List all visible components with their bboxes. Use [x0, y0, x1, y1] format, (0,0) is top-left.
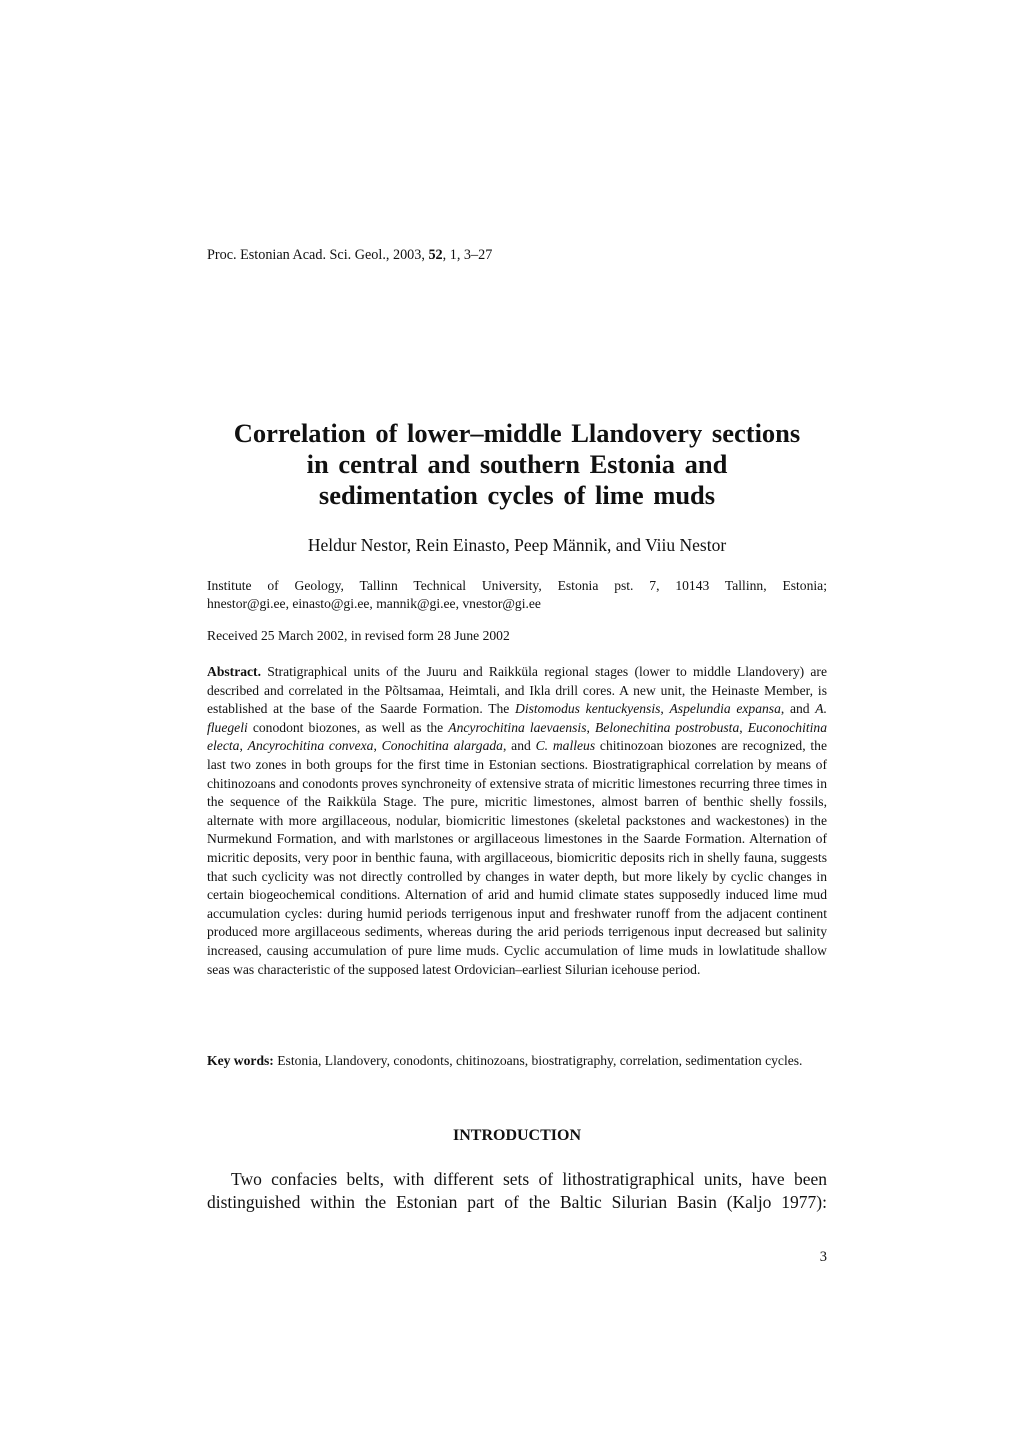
taxon-name: Ancyrochitina convexa	[247, 738, 374, 754]
journal-issue-pages: , 1, 3–27	[442, 247, 493, 263]
abstract-text: chitinozoan biozones are recognized, the last two zones in both groups for the first time in Estonian sections. Biostratigraphical correlation by means of chitinozoans and conodonts proves synchroneity of extensive strata of micritic limestones recurring three times in the sequence of the Raikküla Stage. The pure, micritic limestones, almost barren of benthic shelly fossils, alternate with more argillaceous, nodular, biomicritic limestones (skeletal packstones and wackestones) in the Nurmekund Formation, and with marlstones or argillaceous limestones in the Saarde Formation. Alternation of micritic deposits, very poor in benthic fauna, with argillaceous, biomicritic deposits rich in shelly fauna, suggests that such cyclicity was not directly controlled by changes in water depth, but more likely by cyclic changes in certain biogeochemical conditions. Alternation of arid and humid climate states supposedly induced lime mud accumulation cycles: during humid periods terrigenous input and freshwater runoff from the adjacent continent produced more argillaceous sediments, whereas during the arid periods terrigenous input decreased but salinity increased, causing accumulation of pure lime muds. Cyclic accumulation of lime muds in lowlatitude shallow seas was characteristic of the supposed latest Ordovician–earliest Silurian icehouse period.	[207, 738, 827, 977]
keywords-text: Estonia, Llandovery, conodonts, chitinozoans, biostratigraphy, correlation, sedimentation cycles.	[273, 1053, 803, 1068]
abstract-text: ,	[586, 719, 595, 735]
paper-title	[207, 418, 827, 511]
abstract-label: Abstract.	[207, 664, 261, 679]
author-list: Heldur Nestor, Rein Einasto, Peep Männik, and Viiu Nestor	[307, 535, 727, 555]
journal-citation: Proc. Estonian Acad. Sci. Geol., 2003,	[207, 247, 429, 263]
keywords-label: Key words:	[207, 1053, 274, 1068]
affiliation	[207, 577, 827, 612]
abstract-text: conodont biozones, as well as the	[247, 719, 449, 735]
taxon-name: Distomodus kentuckyensis	[515, 701, 661, 717]
abstract-text: ,	[239, 738, 248, 754]
section-heading: INTRODUCTION	[452, 1127, 581, 1144]
keywords	[207, 1052, 827, 1071]
received-date: Received 25 March 2002, in revised form 28 June 2002	[207, 628, 510, 643]
page-number: 3	[819, 1249, 827, 1265]
abstract-text: , and	[502, 738, 536, 754]
taxon-name: Aspelundia expansa	[669, 701, 781, 717]
taxon-name: Euconochitina electa	[207, 719, 828, 754]
taxon-name: Conochitina alargada	[381, 738, 503, 754]
taxon-name: C. malleus	[535, 738, 596, 754]
abstract	[207, 663, 827, 979]
abstract-text: Stratigraphical units of the Juuru and Raikküla regional stages (lower to middle Llandovery) are described and correlated in the Põltsamaa, Heimtali, and Ikla drill cores. A new unit, the Heinaste Member, is established at the base of the Saarde Formation. The	[207, 664, 827, 717]
title-line: in central and southern Estonia and	[306, 449, 728, 479]
affiliation-address: Institute of Geology, Tallinn Technical University, Estonia pst. 7, 10143 Tallinn, Estonia;	[207, 578, 827, 593]
taxon-name: Ancyrochitina laevaensis	[448, 719, 587, 735]
affiliation-emails: hnestor@gi.ee, einasto@gi.ee, mannik@gi.ee, vnestor@gi.ee	[207, 595, 541, 611]
taxon-name: Belonechitina postrobusta	[594, 719, 740, 735]
abstract-text: ,	[739, 719, 748, 735]
journal-reference	[207, 246, 492, 264]
abstract-text: , and	[780, 701, 816, 717]
body-line: Two confacies belts, with different sets of lithostratigraphical units, have been	[231, 1169, 827, 1189]
title-line: Correlation of lower–middle Llandovery sections	[233, 418, 801, 448]
body-line: distinguished within the Estonian part of the Baltic Silurian Basin (Kaljo 1977):	[207, 1192, 827, 1212]
body-paragraph	[207, 1168, 827, 1214]
taxon-name: A. fluegeli	[207, 701, 827, 735]
journal-volume: 52	[428, 247, 443, 263]
abstract-text: ,	[660, 701, 670, 717]
abstract-text: ,	[373, 738, 382, 754]
title-line: sedimentation cycles of lime muds	[318, 480, 716, 510]
